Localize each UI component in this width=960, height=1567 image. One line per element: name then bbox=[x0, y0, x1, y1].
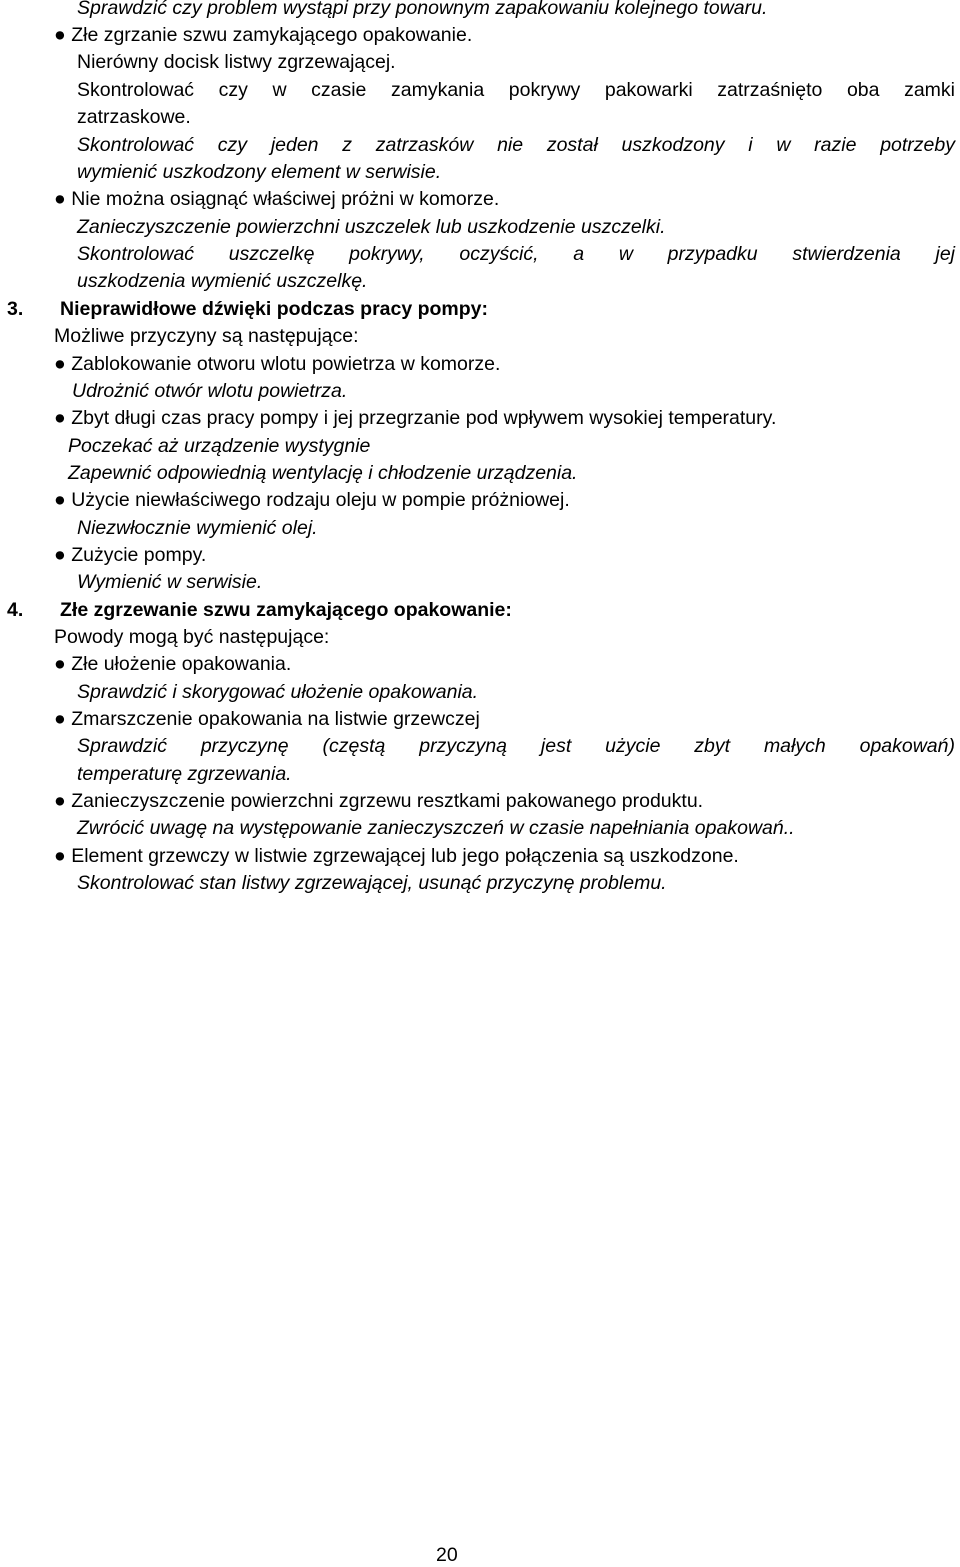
remedy-text: Skontrolować czy jeden z zatrzasków nie został uszkodzony i w razie potrzeby bbox=[77, 134, 955, 156]
remedy-text: Skontrolować stan listwy zgrzewającej, usunąć przyczynę problemu. bbox=[77, 872, 667, 894]
remedy-text: temperaturę zgrzewania. bbox=[77, 763, 292, 785]
cause-bullet: ● Nie można osiągnąć właściwej próżni w komorze. bbox=[54, 188, 500, 210]
cause-bullet: ● Element grzewczy w listwie zgrzewającej lub jego połączenia są uszkodzone. bbox=[54, 845, 739, 867]
section-intro: Możliwe przyczyny są następujące: bbox=[54, 325, 359, 347]
remedy-text: Poczekać aż urządzenie wystygnie bbox=[68, 435, 371, 457]
cause-detail: Nierówny docisk listwy zgrzewającej. bbox=[77, 51, 396, 73]
remedy-text: Wymienić w serwisie. bbox=[77, 571, 263, 593]
cause-bullet: ● Zmarszczenie opakowania na listwie grzewczej bbox=[54, 708, 480, 730]
cause-bullet: ● Użycie niewłaściwego rodzaju oleju w pompie próżniowej. bbox=[54, 489, 570, 511]
remedy-text: Udrożnić otwór wlotu powietrza. bbox=[72, 380, 348, 402]
remedy-text: Zwrócić uwagę na występowanie zanieczyszczeń w czasie napełniania opakowań.. bbox=[77, 817, 795, 839]
remedy-text: Sprawdzić i skorygować ułożenie opakowania. bbox=[77, 681, 479, 703]
remedy-text: Niezwłocznie wymienić olej. bbox=[77, 517, 318, 539]
section-number: 4. bbox=[7, 599, 24, 621]
page-number: 20 bbox=[436, 1544, 458, 1566]
remedy-text: Sprawdzić przyczynę (częstą przyczyną jest użycie zbyt małych opakowań) bbox=[77, 735, 955, 757]
cause-bullet: ● Zanieczyszczenie powierzchni zgrzewu resztkami pakowanego produktu. bbox=[54, 790, 704, 812]
cause-bullet: ● Zablokowanie otworu wlotu powietrza w komorze. bbox=[54, 353, 501, 375]
remedy-text: Sprawdzić czy problem wystąpi przy ponownym zapakowaniu kolejnego towaru. bbox=[77, 0, 768, 19]
cause-bullet: ● Zbyt długi czas pracy pompy i jej przegrzanie pod wpływem wysokiej temperatury. bbox=[54, 407, 777, 429]
cause-detail: Zanieczyszczenie powierzchni uszczelek lub uszkodzenie uszczelki. bbox=[77, 216, 666, 238]
section-intro: Powody mogą być następujące: bbox=[54, 626, 330, 648]
remedy-text: zatrzaskowe. bbox=[77, 106, 191, 128]
section-number: 3. bbox=[7, 298, 24, 320]
section-heading: Nieprawidłowe dźwięki podczas pracy pompy: bbox=[60, 298, 489, 320]
section-heading: Złe zgrzewanie szwu zamykającego opakowanie: bbox=[60, 599, 512, 621]
remedy-text: wymienić uszkodzony element w serwisie. bbox=[77, 161, 442, 183]
remedy-text: Zapewnić odpowiednią wentylację i chłodzenie urządzenia. bbox=[68, 462, 578, 484]
cause-bullet: ● Złe zgrzanie szwu zamykającego opakowanie. bbox=[54, 24, 473, 46]
remedy-text: Skontrolować czy w czasie zamykania pokrywy pakowarki zatrzaśnięto oba zamki bbox=[77, 79, 955, 101]
remedy-text: Skontrolować uszczelkę pokrywy, oczyścić, a w przypadku stwierdzenia jej bbox=[77, 243, 955, 265]
remedy-text: uszkodzenia wymienić uszczelkę. bbox=[77, 270, 368, 292]
cause-bullet: ● Zużycie pompy. bbox=[54, 544, 207, 566]
cause-bullet: ● Złe ułożenie opakowania. bbox=[54, 653, 292, 675]
